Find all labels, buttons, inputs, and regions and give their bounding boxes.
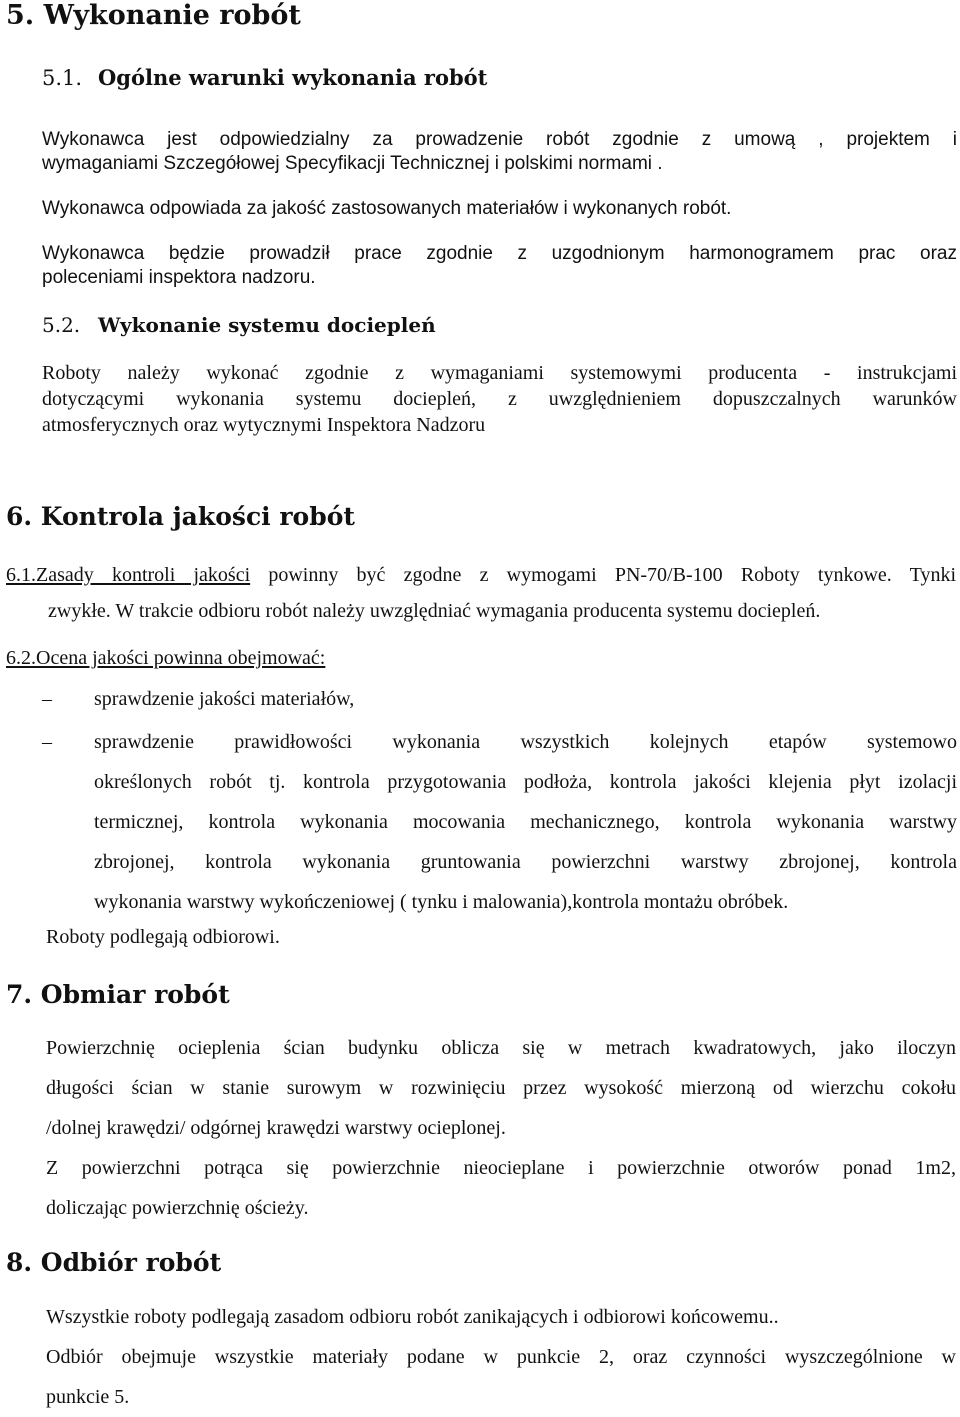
section-7-heading: 7. Obmiar robót [6, 980, 230, 1009]
point-number: 6.2. [6, 647, 36, 669]
list-item-text [94, 722, 957, 922]
text-line: długości ścian w stanie surowym w rozwinięciu przez wysokość mierzoną od wierzchu cokołu [46, 1077, 956, 1099]
underlined-phrase: Ocena jakości powinna obejmować: [36, 647, 326, 669]
paragraph-measurement [46, 1028, 956, 1148]
paragraph-6-1 [6, 557, 956, 629]
paragraph-deductions [46, 1148, 956, 1228]
list-item-text: sprawdzenie jakości materiałów, [94, 688, 355, 710]
text-line: wymaganiami Szczegółowej Specyfikacji Technicznej i polskimi normami . [42, 153, 663, 174]
text-line: Powierzchnię ocieplenia ścian budynku oblicza się w metrach kwadratowych, jako iloczyn [46, 1037, 956, 1059]
paragraph-schedule [42, 242, 957, 290]
subsection-5-1-heading [42, 65, 487, 90]
underlined-phrase: Zasady kontroli jakości [36, 564, 251, 586]
point-number: 6.1. [6, 564, 36, 586]
text-line: Z powierzchni potrąca się powierzchnie nieocieplane i powierzchnie otworów ponad 1m2, [46, 1157, 956, 1179]
text-line: doliczając powierzchnię ościeży. [46, 1197, 309, 1219]
text-line [6, 557, 956, 593]
text-line: określonych robót tj. kontrola przygotowania podłoża, kontrola jakości klejenia płyt izolacji [94, 771, 957, 793]
text-line: atmosferycznych oraz wytycznymi Inspektora Nadzoru [42, 414, 486, 436]
text-line: zwykłe. W trakcie odbioru robót należy uwzględniać wymagania producenta systemu dociepleń. [48, 600, 821, 622]
text-run: powinny być zgodne z wymogami PN-70/B-100 Roboty tynkowe. Tynki [250, 564, 957, 586]
text-line: zbrojonej, kontrola wykonania gruntowania powierzchni warstwy zbrojonej, kontrola [94, 851, 957, 873]
text-line: Odbiór obejmuje wszystkie materiały podane w punkcie 2, oraz czynności wyszczególnione w [46, 1346, 956, 1368]
subsection-number: 5.2. [42, 313, 81, 337]
list-item [42, 686, 957, 712]
list-item [42, 722, 957, 922]
subsection-title: Wykonanie systemu dociepleń [98, 313, 436, 337]
dash-bullet: – [42, 731, 52, 753]
text-line: Roboty należy wykonać zgodnie z wymaganiami systemowymi producenta - instrukcjami [42, 362, 957, 384]
text-line: Wykonawca będzie prowadził prace zgodnie z uzgodnionym harmonogramem prac oraz [42, 243, 957, 264]
dash-bullet: – [42, 688, 52, 710]
paragraph-acceptance: Wszystkie roboty podlegają zasadom odbioru robót zanikających i odbiorowi końcowemu.. [46, 1306, 779, 1328]
text-line: punkcie 5. [46, 1386, 130, 1408]
paragraph-acceptance-scope [46, 1337, 956, 1417]
text-line: /dolnej krawędzi/ odgórnej krawędzi warstwy ocieplonej. [46, 1117, 506, 1139]
text-line: dotyczącymi wykonania systemu dociepleń, z uwzględnieniem dopuszczalnych warunków [42, 388, 957, 410]
text-line: termicznej, kontrola wykonania mocowania mechanicznego, kontrola wykonania warstwy [94, 811, 957, 833]
subsection-5-2-heading [42, 313, 436, 337]
section-5-heading: 5. Wykonanie robót [6, 0, 301, 31]
text-line: wykonania warstwy wykończeniowej ( tynku i malowania),kontrola montażu obróbek. [94, 891, 789, 913]
paragraph-acceptance-note: Roboty podlegają odbiorowi. [46, 926, 280, 948]
text-line: sprawdzenie prawidłowości wykonania wszystkich kolejnych etapów systemowo [94, 731, 957, 753]
text-line: Wykonawca jest odpowiedzialny za prowadzenie robót zgodnie z umową , projektem i [42, 129, 957, 150]
paragraph-responsibility [42, 128, 957, 176]
subsection-title: Ogólne warunki wykonania robót [98, 65, 488, 90]
paragraph-quality: Wykonawca odpowiada za jakość zastosowanych materiałów i wykonanych robót. [42, 198, 732, 219]
section-8-heading: 8. Odbiór robót [6, 1248, 222, 1277]
text-line: poleceniami inspektora nadzoru. [42, 267, 316, 288]
paragraph-6-2 [6, 645, 325, 671]
subsection-number: 5.1. [42, 66, 83, 90]
section-6-heading: 6. Kontrola jakości robót [6, 502, 355, 531]
paragraph-insulation-system [42, 360, 957, 438]
